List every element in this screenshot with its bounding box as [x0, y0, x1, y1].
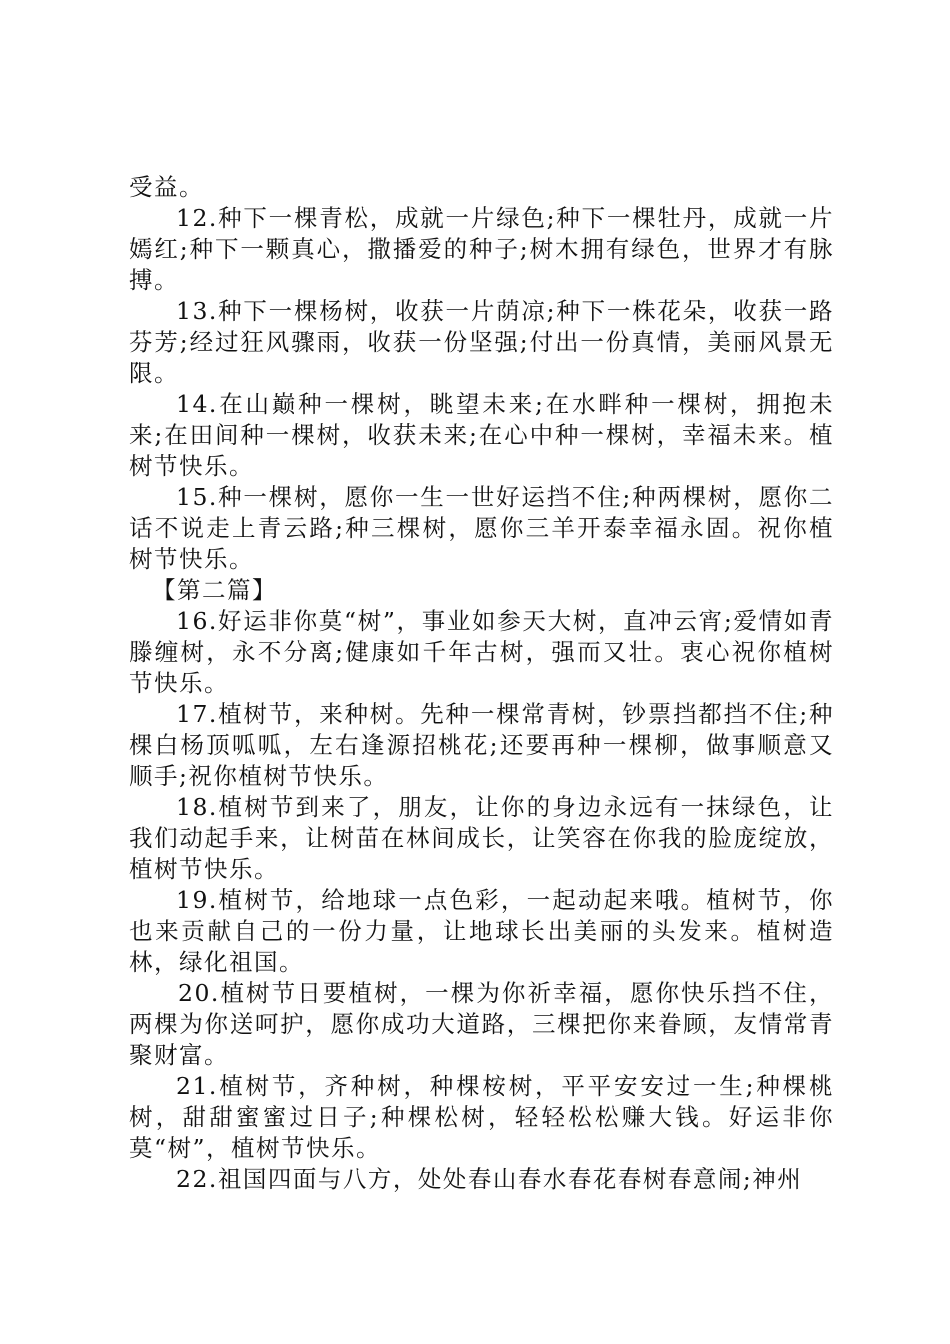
paragraph-item-19: 19.植树节，给地球一点色彩，一起动起来哦。植树节，你也来贡献自己的一份力量，让地球长出美丽的头发来。植树造林，绿化祖国。	[129, 886, 834, 976]
paragraph-item-12: 12.种下一棵青松，成就一片绿色;种下一棵牡丹，成就一片嫣红;种下一颗真心，撒播爱的种子;树木拥有绿色，世界才有脉搏。	[129, 204, 834, 294]
paragraph-continuation: 受益。	[129, 173, 204, 201]
paragraph-item-21: 21.植树节，齐种树，种棵桉树，平平安安过一生;种棵桃树，甜甜蜜蜜过日子;种棵松树，轻轻松松赚大钱。好运非你莫“树”，植树节快乐。	[129, 1072, 834, 1162]
paragraph-item-20: 20.植树节日要植树，一棵为你祈幸福，愿你快乐挡不住，两棵为你送呵护，愿你成功大道路，三棵把你来眷顾，友情常青聚财富。	[129, 979, 834, 1069]
paragraph-item-22: 22.祖国四面与八方，处处春山春水春花春树春意闹;神州	[176, 1165, 803, 1193]
paragraph-item-15: 15.种一棵树，愿你一生一世好运挡不住;种两棵树，愿你二话不说走上青云路;种三棵树，愿你三羊开泰幸福永固。祝你植树节快乐。	[129, 483, 834, 573]
paragraph-item-13: 13.种下一棵杨树，收获一片荫凉;种下一株花朵，收获一路芬芳;经过狂风骤雨，收获一份坚强;付出一份真情，美丽风景无限。	[129, 297, 834, 387]
paragraph-item-18: 18.植树节到来了，朋友，让你的身边永远有一抹绿色，让我们动起手来，让树苗在林间成长，让笑容在你我的脸庞绽放，植树节快乐。	[129, 793, 834, 883]
document-body	[129, 172, 834, 1195]
paragraph-item-14: 14.在山巅种一棵树，眺望未来;在水畔种一棵树，拥抱未来;在田间种一棵树，收获未来;在心中种一棵树，幸福未来。植树节快乐。	[129, 390, 834, 480]
section-heading: 【第二篇】	[152, 576, 277, 604]
paragraph-item-16: 16.好运非你莫“树”，事业如参天大树，直冲云宵;爱情如青滕缠树，永不分离;健康如千年古树，强而又壮。衷心祝你植树节快乐。	[129, 607, 834, 697]
paragraph-item-17: 17.植树节，来种树。先种一棵常青树，钞票挡都挡不住;种棵白杨顶呱呱，左右逢源招桃花;还要再种一棵柳，做事顺意又顺手;祝你植树节快乐。	[129, 700, 834, 790]
